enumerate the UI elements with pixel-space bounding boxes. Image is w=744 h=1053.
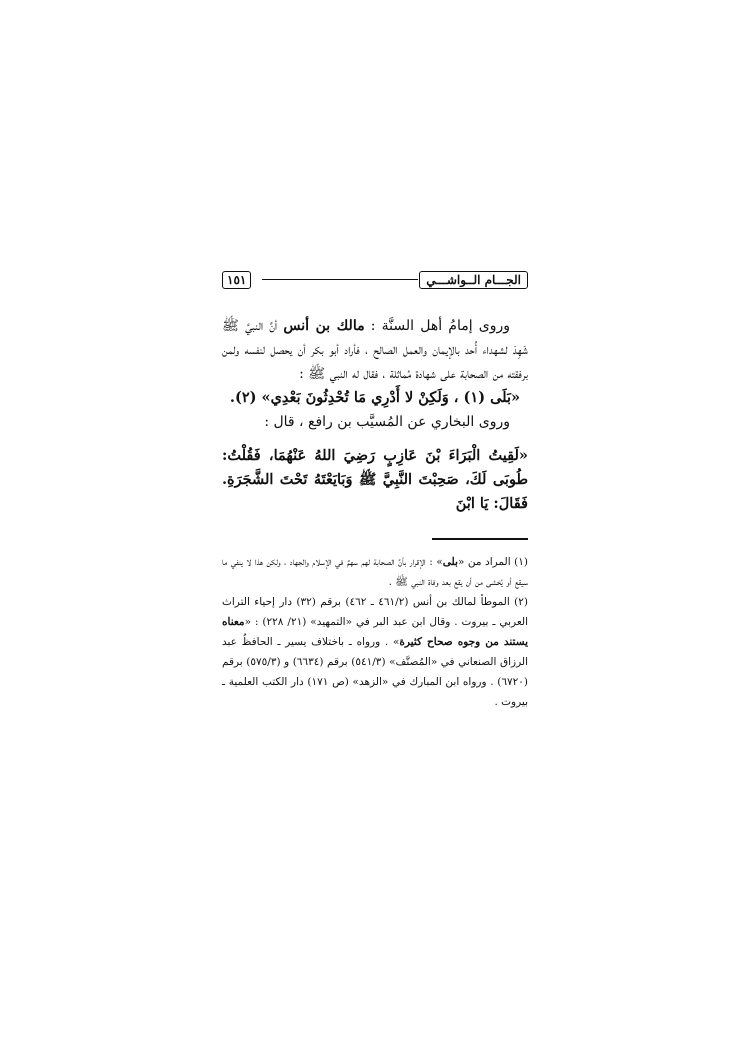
main-text bbox=[222, 314, 528, 516]
paragraph: وروى البخاري عن المُسيَّب بن رافع ، قال : bbox=[264, 414, 510, 430]
footnote bbox=[222, 552, 528, 592]
page-number: ١٥١ bbox=[222, 271, 251, 289]
footnote-text: » : الإقرار بأنَّ الصحابة لهم سهمٌ في الإسلام والجهاد ، ولكن هذا لا ينفي ما سيقع أو يُخشى من أن يقع بعد وفاة النبي ﷺ . bbox=[222, 556, 528, 588]
footnote-text: (١) المراد من « bbox=[457, 556, 528, 568]
footnote-text: » . ورواه ـ باختلاف يسير ـ الحافظُ عبد الرزاق الصنعاني في «المُصنَّف» (٥٤١/٣) برقم (٦٦٣٤) و (٥٧٥/٣) برقم (٦٧٢٠) . ورواه ابن المبارك في «الزهد» (ص ١٧١) دار الكتب العلمية ـ بيروت . bbox=[222, 636, 529, 708]
paragraph bbox=[222, 314, 528, 386]
hadith-quote: «لَقِيتُ الْبَرَاءَ بْنَ عَازِبٍ رَضِيَ اللهُ عَنْهُمَا، فَقُلْتُ: طُوبَى لَكَ، صَحِبْتَ النَّبِيَّ ﷺ وَبَايَعْتَهُ تَحْتَ الشَّجَرَةِ. فَقَالَ: يَا ابْنَ bbox=[222, 447, 528, 512]
paragraph-rest: أنَّ النبيَّ ﷺ شَهِدَ لشهداء أُحد بالإيمان والعمل الصالح ، فأراد أبو بكر أن يحصل لنفسه ولمن برفقته من الصحابة على شهادة مُماثلة ، فقال له النبي ﷺ : bbox=[222, 318, 528, 382]
narrator-name: مالك بن أنس bbox=[283, 318, 365, 334]
footnote-bold: بلى bbox=[442, 556, 458, 568]
book-title: الجـــام الــواشـــي bbox=[419, 271, 528, 289]
hadith-quote: «بَلَى (١) ، وَلَكِنْ لا أَدْرِي مَا تُحْدِثُونَ بَعْدِي» (٢). bbox=[229, 389, 521, 406]
footnote-text: (٢) الموطأ لمالك بن أنس (٤٦١/٢ ـ ٤٦٢) برقم (٣٢) دار إحياء التراث العربي ـ بيروت . وقال ابن عبد البر في «التمهيد» (٢١/ ٢٢٨) : « bbox=[222, 596, 529, 628]
running-header bbox=[222, 268, 528, 292]
footnote-bold: معناه يستند من وجوه صحاح كثيرة bbox=[222, 616, 528, 648]
paragraph-intro: وروى إمامُ أهل السنَّة : bbox=[364, 318, 511, 334]
footnote bbox=[222, 592, 528, 712]
header-rule bbox=[262, 279, 418, 280]
footnotes bbox=[222, 552, 528, 712]
book-page bbox=[222, 268, 528, 712]
footnote-separator bbox=[432, 538, 528, 540]
